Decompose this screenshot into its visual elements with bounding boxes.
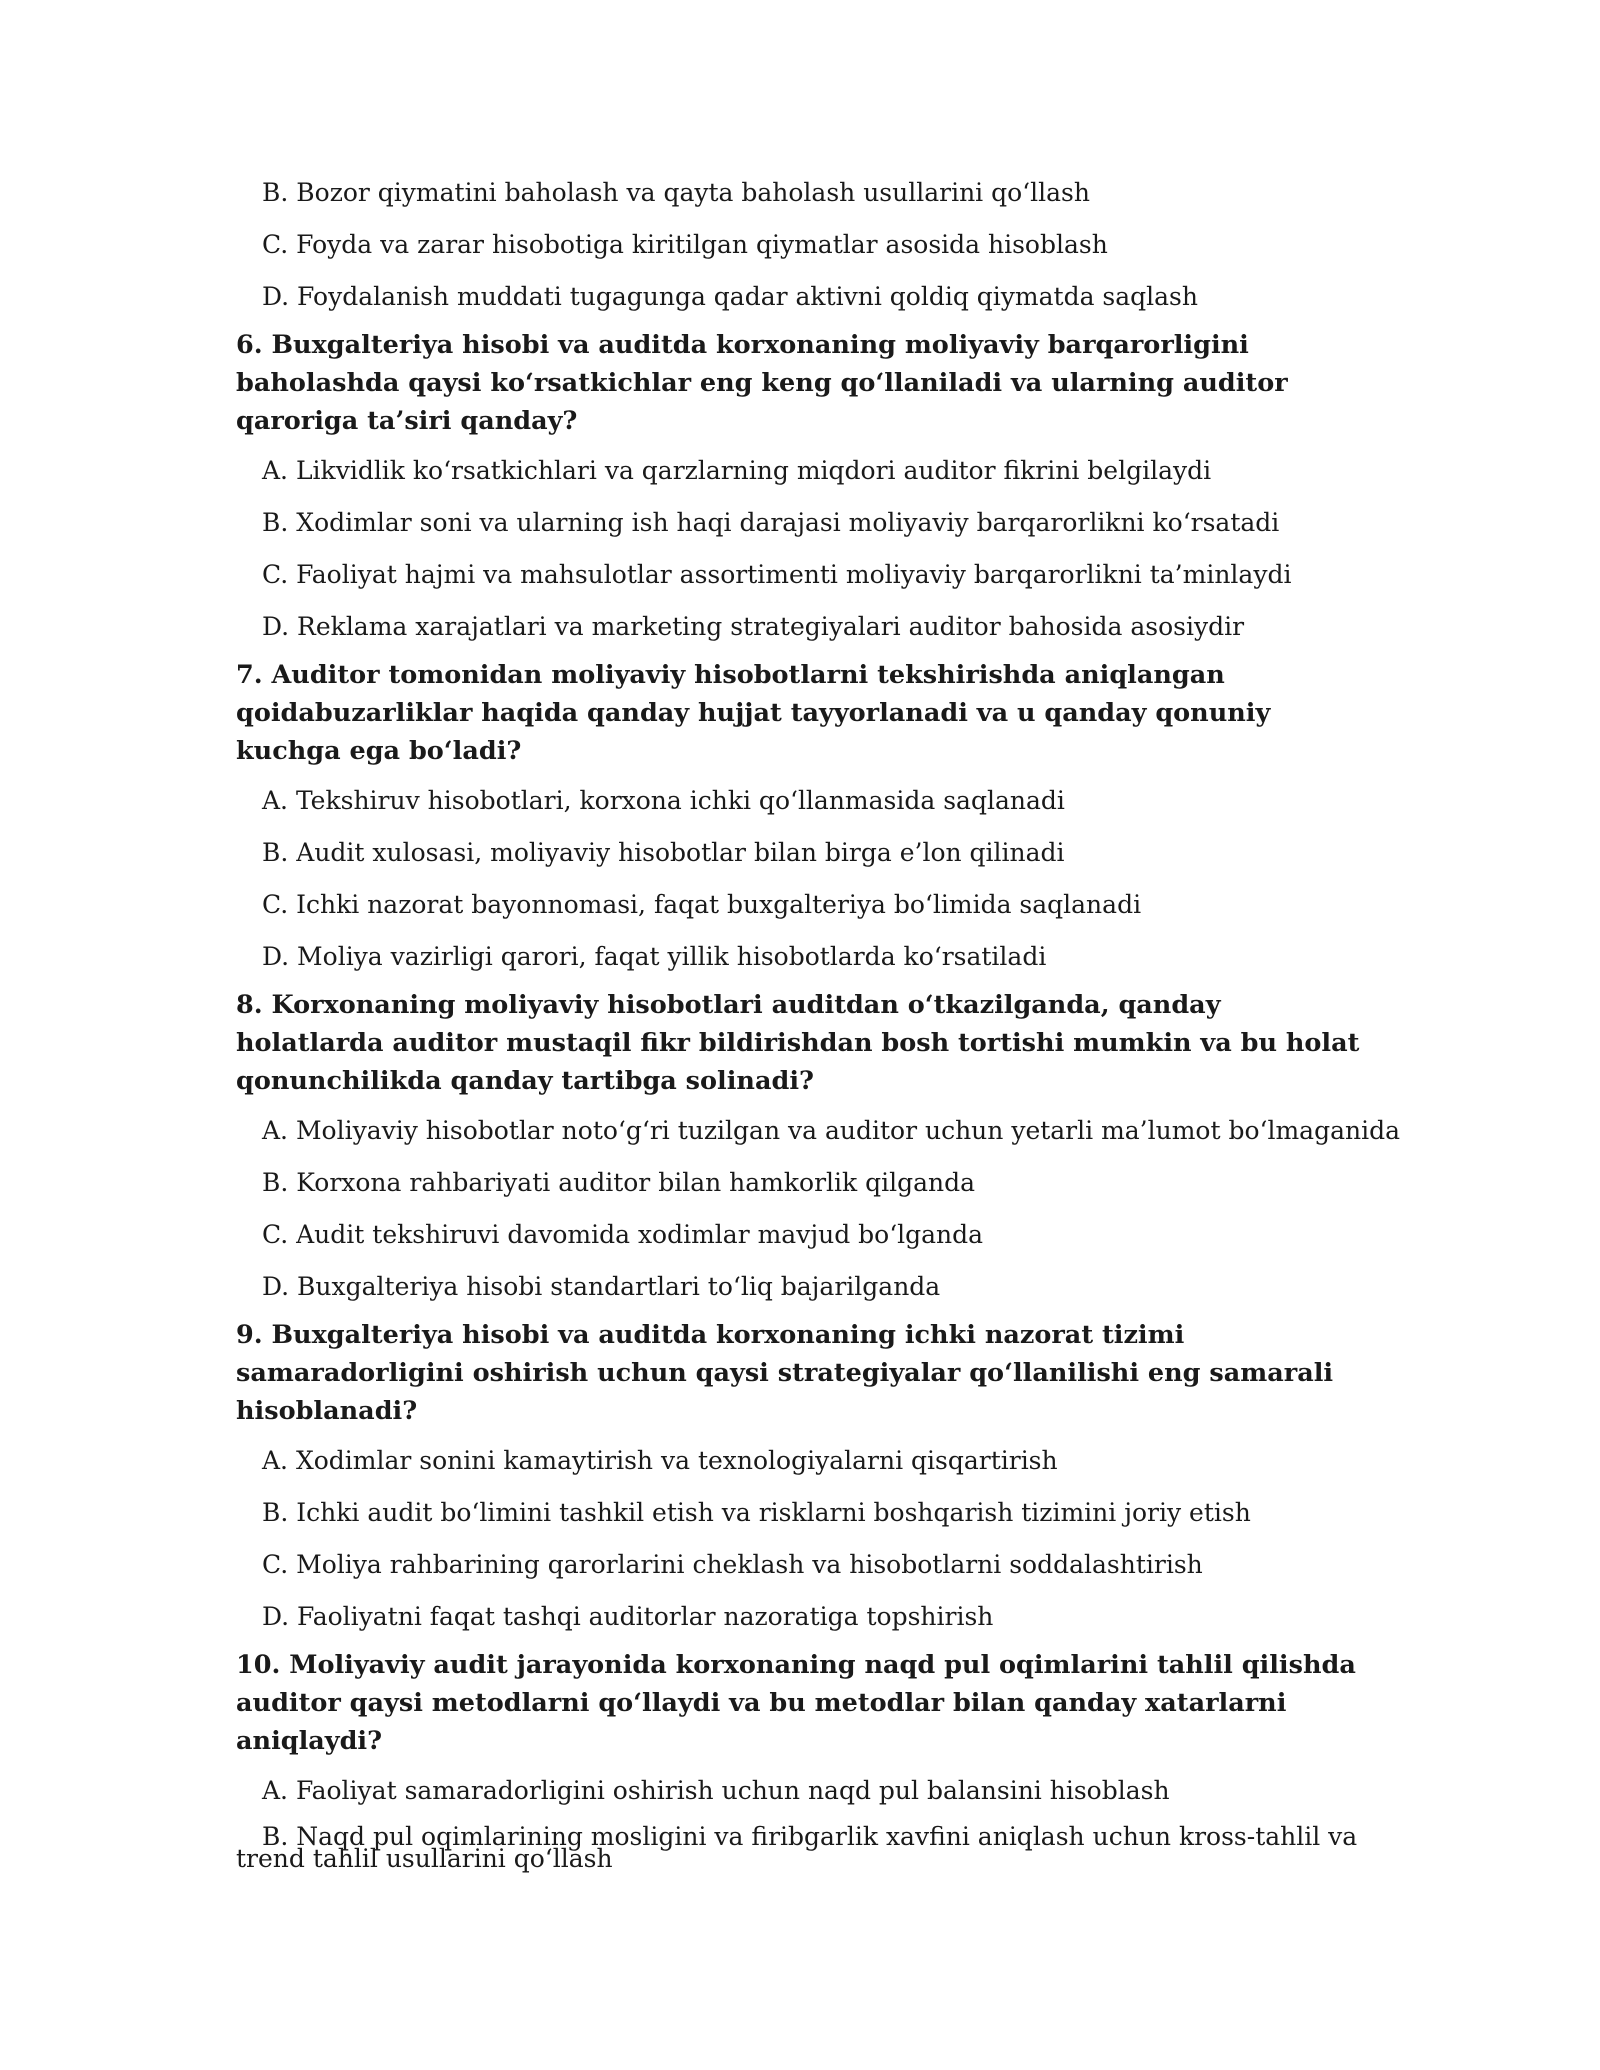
question-10: 10. Moliyaviy audit jarayonida korxonaning naqd pul oqimlarini tahlil qilishda auditor qaysi metodlarni qo‘llaydi va bu metodlar bilan qanday xatarlarni aniqlaydi? [236,1650,1356,1756]
option-9b: B. Ichki audit bo‘limini tashkil etish va risklarni boshqarish tizimini joriy etish [262,1498,1251,1527]
option-7d: D. Moliya vazirligi qarori, faqat yillik hisobotlarda ko‘rsatiladi [262,942,1047,971]
question-8: 8. Korxonaning moliyaviy hisobotlari auditdan o‘tkazilganda, qanday holatlarda auditor mustaqil fikr bildirishdan bosh tortishi mumkin va bu holat qonunchilikda qanday tartibga solinadi? [236,990,1360,1096]
option-8c: C. Audit tekshiruvi davomida xodimlar mavjud bo‘lganda [262,1220,984,1249]
option-9c: C. Moliya rahbarining qarorlarini cheklash va hisobotlarni soddalashtirish [262,1550,1203,1579]
option-8b: B. Korxona rahbariyati auditor bilan hamkorlik qilganda [262,1168,976,1197]
option-6b: B. Xodimlar soni va ularning ish haqi darajasi moliyaviy barqarorlikni ko‘rsatadi [262,508,1280,537]
option-8a: A. Moliyaviy hisobotlar noto‘g‘ri tuzilgan va auditor uchun yetarli ma’lumot bo‘lmaganida [262,1116,1401,1145]
option-6d: D. Reklama xarajatlari va marketing strategiyalari auditor bahosida asosiydir [262,612,1245,641]
option-6c: C. Faoliyat hajmi va mahsulotlar assortimenti moliyaviy barqarorlikni ta’minlaydi [262,560,1292,589]
option-5d: D. Foydalanish muddati tugagunga qadar aktivni qoldiq qiymatda saqlash [262,282,1198,311]
option-9d: D. Faoliyatni faqat tashqi auditorlar nazoratiga topshirish [262,1602,994,1631]
option-9a: A. Xodimlar sonini kamaytirish va texnologiyalarni qisqartirish [262,1446,1058,1475]
question-6: 6. Buxgalteriya hisobi va auditda korxonaning moliyaviy barqarorligini baholashda qaysi ko‘rsatkichlar eng keng qo‘llaniladi va ularning auditor qaroriga ta’siri qanday? [236,330,1288,436]
option-10b: B. Naqd pul oqimlarining mosligini va firibgarlik xavfini aniqlash uchun kross-tahlil va trend tahlil usullarini qo‘llash [236,1822,1358,1873]
option-6a: A. Likvidlik ko‘rsatkichlari va qarzlarning miqdori auditor fikrini belgilaydi [262,456,1212,485]
option-5b: B. Bozor qiymatini baholash va qayta baholash usullarini qo‘llash [262,178,1090,207]
option-7c: C. Ichki nazorat bayonnomasi, faqat buxgalteriya bo‘limida saqlanadi [262,890,1142,919]
document-page [236,176,1401,1888]
question-7: 7. Auditor tomonidan moliyaviy hisobotlarni tekshirishda aniqlangan qoidabuzarliklar haqida qanday hujjat tayyorlanadi va u qanday qonuniy kuchga ega bo‘ladi? [236,660,1271,766]
option-10a: A. Faoliyat samaradorligini oshirish uchun naqd pul balansini hisoblash [262,1776,1170,1805]
option-8d: D. Buxgalteriya hisobi standartlari to‘liq bajarilganda [262,1272,941,1301]
question-9: 9. Buxgalteriya hisobi va auditda korxonaning ichki nazorat tizimi samaradorligini oshirish uchun qaysi strategiyalar qo‘llanilishi eng samarali hisoblanadi? [236,1320,1334,1426]
option-7b: B. Audit xulosasi, moliyaviy hisobotlar bilan birga e’lon qilinadi [262,838,1065,867]
option-7a: A. Tekshiruv hisobotlari, korxona ichki qo‘llanmasida saqlanadi [262,786,1065,815]
option-5c: C. Foyda va zarar hisobotiga kiritilgan qiymatlar asosida hisoblash [262,230,1108,259]
